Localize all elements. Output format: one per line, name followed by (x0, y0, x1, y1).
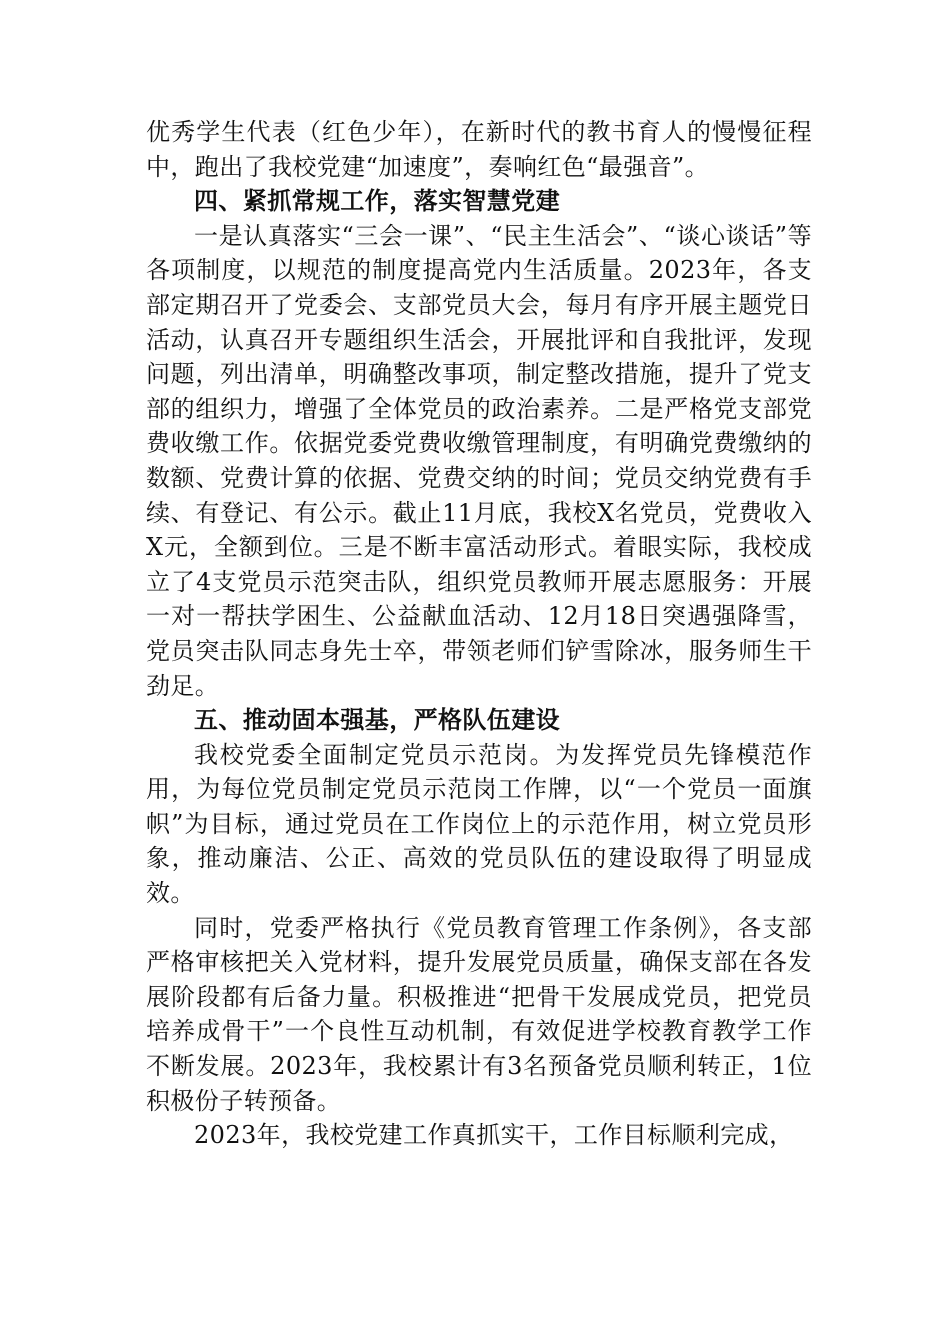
section-heading-five: 五、推动固本强基，严格队伍建设 (194, 706, 560, 735)
paragraph-party-education: 同时，党委严格执行《党员教育管理工作条例》，各支部严格审核把关入党材料，提升发展党员质量，确保支部在各发展阶段都有后备力量。积极推进“把骨干发展成党员，把党员培养成骨干”一个良性互动机制，有效促进学校教育教学工作不断发展。2023年，我校累计有3名预备党员顺利转正，1位积极份子转预备。 (146, 913, 812, 1115)
paragraph-model-post: 我校党委全面制定党员示范岗。为发挥党员先锋模范作用，为每位党员制定党员示范岗工作牌，以“一个党员一面旗帜”为目标，通过党员在工作岗位上的示范作用，树立党员形象，推动廉洁、公正、高效的党员队伍的建设取得了明显成效。 (146, 740, 812, 908)
paragraph-routine-work: 一是认真落实“三会一课”、“民主生活会”、“谈心谈话”等各项制度，以规范的制度提高党内生活质量。2023年，各支部定期召开了党委会、支部党员大会，每月有序开展主题党日活动，认真召开专题组织生活会，开展批评和自我批评，发现问题，列出清单，明确整改事项，制定整改措施，提升了党支部的组织力，增强了全体党员的政治素养。二是严格党支部党费收缴工作。依据党委党费收缴管理制度，有明确党费缴纳的数额、党费计算的依据、党费交纳的时间；党员交纳党费有手续、有登记、有公示。截止11月底，我校X名党员，党费收入X元，全额到位。三是不断丰富活动形式。着眼实际，我校成立了4支党员示范突击队，组织党员教师开展志愿服务：开展一对一帮扶学困生、公益献血活动、12月18日突遇强降雪，党员突击队同志身先士卒，带领老师们铲雪除冰，服务师生干劲足。 (146, 221, 812, 700)
paragraph-summary-start: 2023年，我校党建工作真抓实干，工作目标顺利完成， (194, 1121, 794, 1150)
section-heading-four: 四、紧抓常规工作，落实智慧党建 (194, 187, 560, 216)
paragraph-continued-students: 优秀学生代表（红色少年），在新时代的教书育人的慢慢征程中，跑出了我校党建“加速度”，奏响红色“最强音”。 (146, 118, 812, 181)
document-body (146, 115, 812, 1153)
